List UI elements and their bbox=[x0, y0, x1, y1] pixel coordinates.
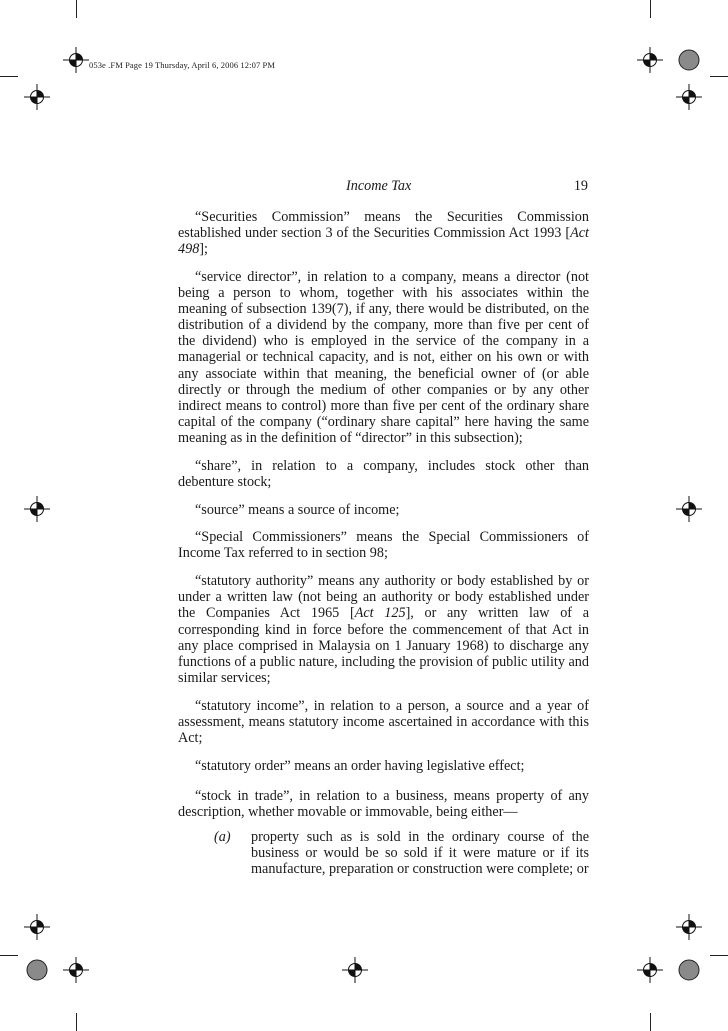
crop-mark bbox=[650, 0, 651, 18]
running-head bbox=[178, 178, 588, 198]
page-number: 19 bbox=[573, 178, 588, 194]
color-bar-circle-icon bbox=[22, 955, 52, 985]
registration-mark-icon bbox=[635, 955, 665, 985]
running-head-title: Income Tax bbox=[346, 178, 412, 194]
definition-paragraph: “Securities Commission” means the Securities Commission established under section 3 of the Securities Commission Act 1993 [Act 498]; bbox=[178, 209, 589, 258]
definition-paragraph: “Special Commissioners” means the Special Commissioners of Income Tax referred to in section 98; bbox=[178, 529, 589, 562]
registration-mark-icon bbox=[674, 494, 704, 524]
registration-mark-icon bbox=[340, 955, 370, 985]
registration-mark-icon bbox=[674, 82, 704, 112]
color-bar-circle-icon bbox=[674, 45, 704, 75]
crop-mark bbox=[650, 1013, 651, 1031]
registration-mark-icon bbox=[61, 955, 91, 985]
crop-mark bbox=[710, 955, 728, 956]
crop-mark bbox=[0, 76, 18, 77]
crop-mark bbox=[710, 76, 728, 77]
crop-mark bbox=[0, 955, 18, 956]
crop-mark bbox=[76, 1013, 77, 1031]
registration-mark-icon bbox=[635, 45, 665, 75]
definition-paragraph: “statutory order” means an order having legislative effect; bbox=[195, 757, 525, 774]
document-body bbox=[178, 209, 589, 877]
definition-paragraph: “source” means a source of income; bbox=[195, 501, 400, 518]
definition-paragraph: “share”, in relation to a company, includes stock other than debenture stock; bbox=[178, 457, 589, 490]
registration-mark-icon bbox=[674, 912, 704, 942]
act-citation: Act 125 bbox=[354, 605, 406, 622]
registration-mark-icon bbox=[22, 494, 52, 524]
list-item-label: (a) bbox=[214, 828, 231, 845]
registration-mark-icon bbox=[22, 912, 52, 942]
act-citation: Act 498 bbox=[178, 225, 589, 258]
registration-mark-icon bbox=[22, 82, 52, 112]
registration-mark-icon bbox=[61, 45, 91, 75]
print-slug: 053e .FM Page 19 Thursday, April 6, 2006 12:07 PM bbox=[89, 60, 275, 70]
color-bar-circle-icon bbox=[674, 955, 704, 985]
definition-paragraph: “statutory income”, in relation to a person, a source and a year of assessment, means statutory income ascertained in accordance with this Act; bbox=[178, 697, 589, 746]
definition-paragraph: “stock in trade”, in relation to a business, means property of any description, whether movable or immovable, being either— bbox=[178, 787, 589, 820]
definition-paragraph: “service director”, in relation to a company, means a director (not being a person to whom, together with his associates within the meaning of subsection 139(7), if any, there would be distributed, on the distribution of a dividend by the company, more than five per cent of the dividend) who is employed in the service of the company in a managerial or technical capacity, and is not, either on his own or with any associate within that meaning, the beneficial owner of (or able directly or through the medium of other companies or by any other indirect means to control) more than five per cent of the ordinary share capital of the company (“ordinary share capital” here having the same meaning as in the definition of “director” in this subsection); bbox=[178, 268, 589, 446]
list-item bbox=[178, 829, 589, 877]
definition-paragraph: “statutory authority” means any authority or body established by or under a written law (not being an authority or body established under the Companies Act 1965 [Act 125], or any written law of a corresponding kind in force before the commencement of that Act in any place comprised in Malaysia on 1 January 1968) to discharge any functions of a public nature, including the provision of public utility and similar services; bbox=[178, 573, 589, 686]
list-item-text: property such as is sold in the ordinary course of the business or would be so sold if it were mature or if its manufacture, preparation or construction were complete; or bbox=[251, 828, 589, 877]
crop-mark bbox=[76, 0, 77, 18]
